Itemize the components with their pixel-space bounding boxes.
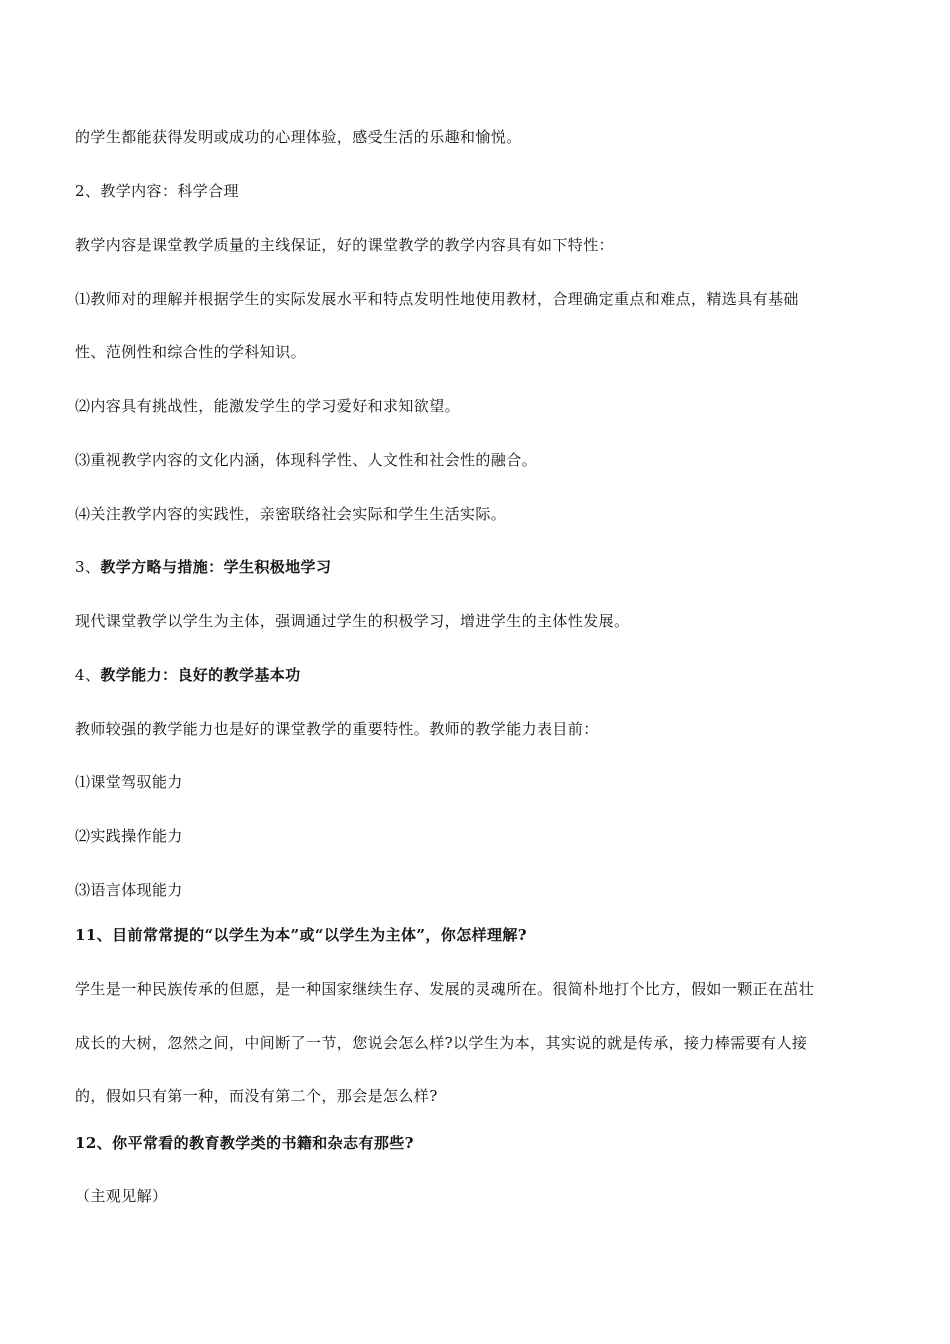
- answer-11-line: 的，假如只有第一种，而没有第二个，那会是怎么样?: [75, 1087, 438, 1105]
- question-12-heading: 12、你平常看的教育教学类的书籍和杂志有那些?: [75, 1134, 414, 1152]
- ability-item-2: ⑵实践操作能力: [75, 827, 183, 845]
- section-heading-3: [75, 557, 331, 577]
- section-heading-2: 2、教学内容：科学合理: [75, 182, 239, 200]
- paragraph-line: 现代课堂教学以学生为主体，强调通过学生的积极学习，增进学生的主体性发展。: [75, 612, 630, 630]
- list-item-3: ⑶重视教学内容的文化内涵，体现科学性、人文性和社会性的融合。: [75, 451, 538, 469]
- list-item-1: ⑴教师对的理解并根据学生的实际发展水平和特点发明性地使用教材，合理确定重点和难点，精选具有基础: [75, 290, 799, 308]
- ability-item-1: ⑴课堂驾驭能力: [75, 773, 183, 791]
- list-item-4: ⑷关注教学内容的实践性，亲密联络社会实际和学生生活实际。: [75, 505, 507, 523]
- ability-item-3: ⑶语言体现能力: [75, 881, 183, 899]
- paragraph-line: 的学生都能获得发明或成功的心理体验，感受生活的乐趣和愉悦。: [75, 128, 522, 146]
- question-11-heading: 11、目前常常提的“以学生为本”或“以学生为主体”，你怎样理解?: [75, 926, 527, 944]
- section-heading-3-title: 教学方略与措施：学生积极地学习: [100, 558, 332, 576]
- list-item-1-continued: 性、范例性和综合性的学科知识。: [75, 343, 307, 361]
- answer-11-line: 学生是一种民族传承的但愿，是一种国家继续生存、发展的灵魂所在。很简朴地打个比方，假如一颗正在茁壮: [75, 980, 815, 998]
- list-item-2: ⑵内容具有挑战性，能激发学生的学习爱好和求知欲望。: [75, 397, 461, 415]
- section-heading-4-number: 4、: [75, 666, 101, 684]
- paragraph-line: 教学内容是课堂教学质量的主线保证，好的课堂教学的教学内容具有如下特性：: [75, 236, 615, 254]
- paragraph-line: 教师较强的教学能力也是好的课堂教学的重要特性。教师的教学能力表目前：: [75, 720, 599, 738]
- section-heading-3-number: 3、: [75, 558, 101, 576]
- section-heading-4-title: 教学能力：良好的教学基本功: [100, 666, 301, 684]
- answer-11-line: 成长的大树，忽然之间，中间断了一节，您说会怎么样?以学生为本，其实说的就是传承，接力棒需要有人接: [75, 1034, 808, 1052]
- answer-12-line: （主观见解）: [75, 1187, 168, 1205]
- section-heading-4: [75, 665, 301, 685]
